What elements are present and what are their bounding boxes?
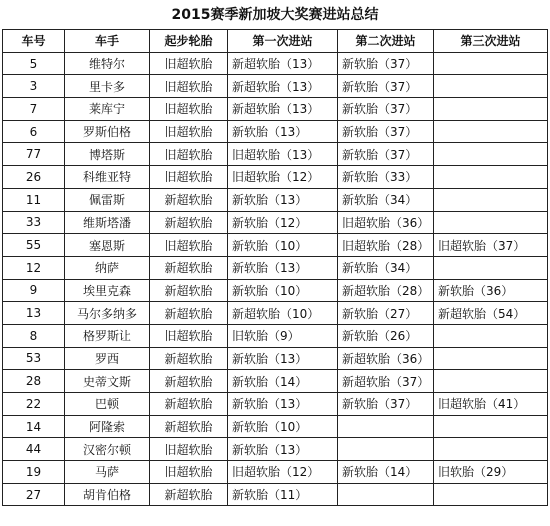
table-row bbox=[3, 393, 548, 416]
table-row bbox=[3, 98, 548, 121]
cell-third-stop bbox=[434, 188, 548, 211]
cell-third-stop: 旧超软胎（37） bbox=[434, 234, 548, 257]
cell-starting-tyre: 新超软胎 bbox=[150, 211, 228, 234]
cell-driver: 科维亚特 bbox=[65, 166, 150, 189]
cell-second-stop: 新软胎（37） bbox=[338, 120, 434, 143]
table-row bbox=[3, 415, 548, 438]
table-row bbox=[3, 483, 548, 506]
cell-car-number: 44 bbox=[3, 438, 65, 461]
table-row bbox=[3, 211, 548, 234]
table-row bbox=[3, 143, 548, 166]
cell-second-stop: 旧超软胎（36） bbox=[338, 211, 434, 234]
cell-second-stop: 新软胎（26） bbox=[338, 324, 434, 347]
cell-second-stop: 新软胎（37） bbox=[338, 98, 434, 121]
cell-driver: 阿隆索 bbox=[65, 415, 150, 438]
cell-first-stop: 新软胎（13） bbox=[228, 438, 338, 461]
cell-driver: 马萨 bbox=[65, 461, 150, 484]
cell-first-stop: 新软胎（13） bbox=[228, 347, 338, 370]
cell-driver: 里卡多 bbox=[65, 75, 150, 98]
cell-starting-tyre: 旧超软胎 bbox=[150, 75, 228, 98]
cell-car-number: 55 bbox=[3, 234, 65, 257]
cell-car-number: 3 bbox=[3, 75, 65, 98]
cell-starting-tyre: 新超软胎 bbox=[150, 279, 228, 302]
cell-starting-tyre: 旧超软胎 bbox=[150, 324, 228, 347]
cell-second-stop: 新软胎（37） bbox=[338, 143, 434, 166]
table-row bbox=[3, 279, 548, 302]
table-row bbox=[3, 461, 548, 484]
cell-third-stop bbox=[434, 415, 548, 438]
cell-starting-tyre: 旧超软胎 bbox=[150, 52, 228, 75]
cell-second-stop: 新软胎（27） bbox=[338, 302, 434, 325]
cell-car-number: 6 bbox=[3, 120, 65, 143]
cell-third-stop bbox=[434, 211, 548, 234]
cell-starting-tyre: 新超软胎 bbox=[150, 483, 228, 506]
cell-driver: 汉密尔顿 bbox=[65, 438, 150, 461]
cell-starting-tyre: 新超软胎 bbox=[150, 393, 228, 416]
cell-car-number: 53 bbox=[3, 347, 65, 370]
cell-car-number: 19 bbox=[3, 461, 65, 484]
cell-third-stop: 旧软胎（29） bbox=[434, 461, 548, 484]
cell-second-stop: 新软胎（37） bbox=[338, 393, 434, 416]
header-second-stop: 第二次进站 bbox=[338, 30, 434, 53]
cell-car-number: 22 bbox=[3, 393, 65, 416]
cell-starting-tyre: 旧超软胎 bbox=[150, 120, 228, 143]
cell-third-stop bbox=[434, 438, 548, 461]
table-row bbox=[3, 188, 548, 211]
header-starting-tyre: 起步轮胎 bbox=[150, 30, 228, 53]
cell-first-stop: 新软胎（10） bbox=[228, 279, 338, 302]
cell-second-stop: 新软胎（37） bbox=[338, 52, 434, 75]
table-row bbox=[3, 370, 548, 393]
table-row bbox=[3, 120, 548, 143]
cell-driver: 塞恩斯 bbox=[65, 234, 150, 257]
header-car-number: 车号 bbox=[3, 30, 65, 53]
cell-driver: 罗西 bbox=[65, 347, 150, 370]
cell-first-stop: 新软胎（13） bbox=[228, 120, 338, 143]
cell-car-number: 5 bbox=[3, 52, 65, 75]
cell-car-number: 9 bbox=[3, 279, 65, 302]
cell-first-stop: 旧超软胎（12） bbox=[228, 461, 338, 484]
cell-third-stop: 旧超软胎（41） bbox=[434, 393, 548, 416]
cell-driver: 纳萨 bbox=[65, 256, 150, 279]
cell-third-stop bbox=[434, 52, 548, 75]
cell-third-stop: 新软胎（36） bbox=[434, 279, 548, 302]
cell-first-stop: 新软胎（10） bbox=[228, 234, 338, 257]
cell-second-stop: 新软胎（14） bbox=[338, 461, 434, 484]
cell-second-stop: 新超软胎（37） bbox=[338, 370, 434, 393]
cell-driver: 格罗斯让 bbox=[65, 324, 150, 347]
cell-car-number: 77 bbox=[3, 143, 65, 166]
cell-second-stop bbox=[338, 438, 434, 461]
cell-third-stop bbox=[434, 143, 548, 166]
cell-third-stop bbox=[434, 370, 548, 393]
table-row bbox=[3, 52, 548, 75]
cell-second-stop: 新软胎（33） bbox=[338, 166, 434, 189]
cell-driver: 维斯塔潘 bbox=[65, 211, 150, 234]
cell-third-stop bbox=[434, 347, 548, 370]
cell-starting-tyre: 旧超软胎 bbox=[150, 98, 228, 121]
cell-starting-tyre: 新超软胎 bbox=[150, 370, 228, 393]
cell-first-stop: 新软胎（10） bbox=[228, 415, 338, 438]
cell-first-stop: 新超软胎（10） bbox=[228, 302, 338, 325]
cell-second-stop: 新软胎（34） bbox=[338, 256, 434, 279]
cell-first-stop: 新软胎（13） bbox=[228, 393, 338, 416]
cell-second-stop: 新超软胎（36） bbox=[338, 347, 434, 370]
cell-starting-tyre: 新超软胎 bbox=[150, 188, 228, 211]
cell-first-stop: 旧超软胎（13） bbox=[228, 143, 338, 166]
table-row bbox=[3, 234, 548, 257]
table-row bbox=[3, 302, 548, 325]
cell-second-stop: 旧超软胎（28） bbox=[338, 234, 434, 257]
cell-first-stop: 新软胎（11） bbox=[228, 483, 338, 506]
table-row bbox=[3, 347, 548, 370]
cell-car-number: 28 bbox=[3, 370, 65, 393]
cell-car-number: 14 bbox=[3, 415, 65, 438]
cell-car-number: 33 bbox=[3, 211, 65, 234]
cell-car-number: 11 bbox=[3, 188, 65, 211]
cell-car-number: 26 bbox=[3, 166, 65, 189]
cell-first-stop: 新软胎（12） bbox=[228, 211, 338, 234]
cell-third-stop bbox=[434, 120, 548, 143]
cell-car-number: 8 bbox=[3, 324, 65, 347]
cell-driver: 莱库宁 bbox=[65, 98, 150, 121]
cell-second-stop bbox=[338, 415, 434, 438]
cell-third-stop bbox=[434, 324, 548, 347]
cell-driver: 巴顿 bbox=[65, 393, 150, 416]
cell-first-stop: 新软胎（13） bbox=[228, 256, 338, 279]
table-row bbox=[3, 166, 548, 189]
cell-second-stop bbox=[338, 483, 434, 506]
cell-starting-tyre: 旧超软胎 bbox=[150, 461, 228, 484]
cell-first-stop: 新超软胎（13） bbox=[228, 98, 338, 121]
cell-starting-tyre: 新超软胎 bbox=[150, 415, 228, 438]
cell-third-stop bbox=[434, 75, 548, 98]
cell-car-number: 13 bbox=[3, 302, 65, 325]
cell-starting-tyre: 新超软胎 bbox=[150, 256, 228, 279]
table-row bbox=[3, 75, 548, 98]
cell-second-stop: 新软胎（37） bbox=[338, 75, 434, 98]
cell-driver: 史蒂文斯 bbox=[65, 370, 150, 393]
cell-car-number: 12 bbox=[3, 256, 65, 279]
cell-driver: 维特尔 bbox=[65, 52, 150, 75]
cell-starting-tyre: 新超软胎 bbox=[150, 347, 228, 370]
cell-first-stop: 新软胎（13） bbox=[228, 188, 338, 211]
table-row bbox=[3, 438, 548, 461]
cell-first-stop: 旧软胎（9） bbox=[228, 324, 338, 347]
header-third-stop: 第三次进站 bbox=[434, 30, 548, 53]
table-body bbox=[3, 52, 548, 506]
header-driver: 车手 bbox=[65, 30, 150, 53]
cell-second-stop: 新软胎（34） bbox=[338, 188, 434, 211]
cell-driver: 马尔多纳多 bbox=[65, 302, 150, 325]
cell-car-number: 27 bbox=[3, 483, 65, 506]
cell-third-stop: 新超软胎（54） bbox=[434, 302, 548, 325]
cell-driver: 罗斯伯格 bbox=[65, 120, 150, 143]
cell-first-stop: 新软胎（14） bbox=[228, 370, 338, 393]
cell-car-number: 7 bbox=[3, 98, 65, 121]
pit-stop-table bbox=[2, 29, 548, 506]
table-header-row bbox=[3, 30, 548, 53]
table-row bbox=[3, 324, 548, 347]
cell-first-stop: 旧超软胎（12） bbox=[228, 166, 338, 189]
cell-driver: 埃里克森 bbox=[65, 279, 150, 302]
cell-third-stop bbox=[434, 256, 548, 279]
cell-driver: 博塔斯 bbox=[65, 143, 150, 166]
cell-starting-tyre: 旧超软胎 bbox=[150, 234, 228, 257]
cell-first-stop: 新超软胎（13） bbox=[228, 52, 338, 75]
cell-starting-tyre: 旧超软胎 bbox=[150, 166, 228, 189]
cell-starting-tyre: 旧超软胎 bbox=[150, 438, 228, 461]
page-title: 2015赛季新加坡大奖赛进站总结 bbox=[171, 7, 379, 23]
table-row bbox=[3, 256, 548, 279]
cell-driver: 胡肯伯格 bbox=[65, 483, 150, 506]
cell-starting-tyre: 旧超软胎 bbox=[150, 143, 228, 166]
cell-third-stop bbox=[434, 98, 548, 121]
cell-starting-tyre: 新超软胎 bbox=[150, 302, 228, 325]
cell-first-stop: 新超软胎（13） bbox=[228, 75, 338, 98]
cell-second-stop: 新超软胎（28） bbox=[338, 279, 434, 302]
cell-third-stop bbox=[434, 166, 548, 189]
header-first-stop: 第一次进站 bbox=[228, 30, 338, 53]
cell-driver: 佩雷斯 bbox=[65, 188, 150, 211]
cell-third-stop bbox=[434, 483, 548, 506]
